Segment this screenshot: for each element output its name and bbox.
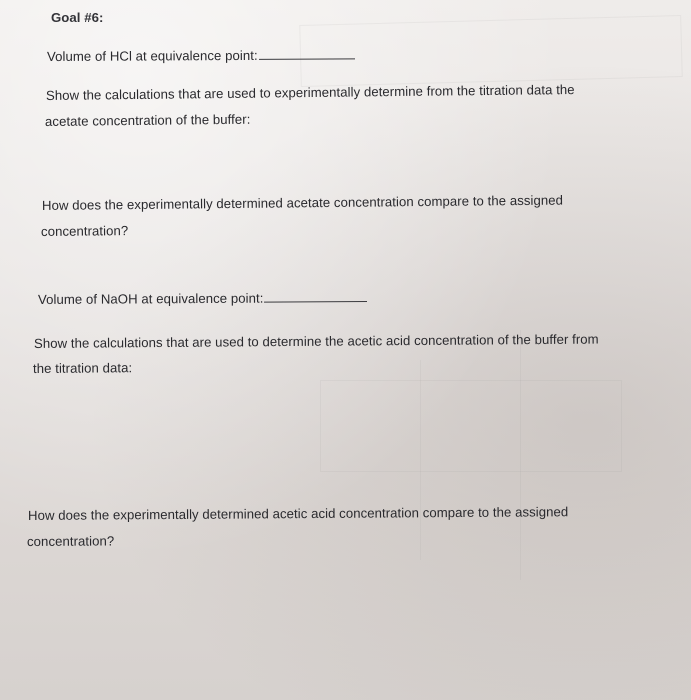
- naoh-volume-question: [38, 290, 367, 307]
- show-through-mark: [420, 360, 422, 560]
- acetate-calc-question-line-1: Show the calculations that are used to experimentally determine from the titration data the: [45, 82, 575, 103]
- hcl-volume-question: [47, 47, 355, 64]
- show-through-mark: [320, 380, 622, 472]
- acid-calc-question-line-1: Show the calculations that are used to determine the acetic acid concentration of the buffer from: [33, 331, 599, 351]
- hcl-volume-label: Volume of HCl at equivalence point:: [46, 47, 258, 64]
- acetate-compare-question-line-1: How does the experimentally determined acetate concentration compare to the assigned: [41, 192, 564, 213]
- acetate-compare-question-line-2: concentration?: [40, 223, 129, 239]
- show-through-mark: [520, 330, 522, 580]
- acid-compare-question-line-1: How does the experimentally determined acetic acid concentration compare to the assigned: [27, 504, 569, 523]
- acid-compare-question-line-2: concentration?: [26, 533, 115, 549]
- naoh-volume-label: Volume of NaOH at equivalence point:: [37, 290, 264, 307]
- goal-heading: Goal #6:: [51, 10, 104, 25]
- show-through-mark: [299, 15, 682, 87]
- naoh-volume-answer-blank[interactable]: [264, 300, 367, 303]
- acetate-calc-question-line-2: acetate concentration of the buffer:: [44, 111, 251, 129]
- acid-calc-question-line-2: the titration data:: [32, 360, 133, 376]
- hcl-volume-answer-blank[interactable]: [259, 57, 355, 60]
